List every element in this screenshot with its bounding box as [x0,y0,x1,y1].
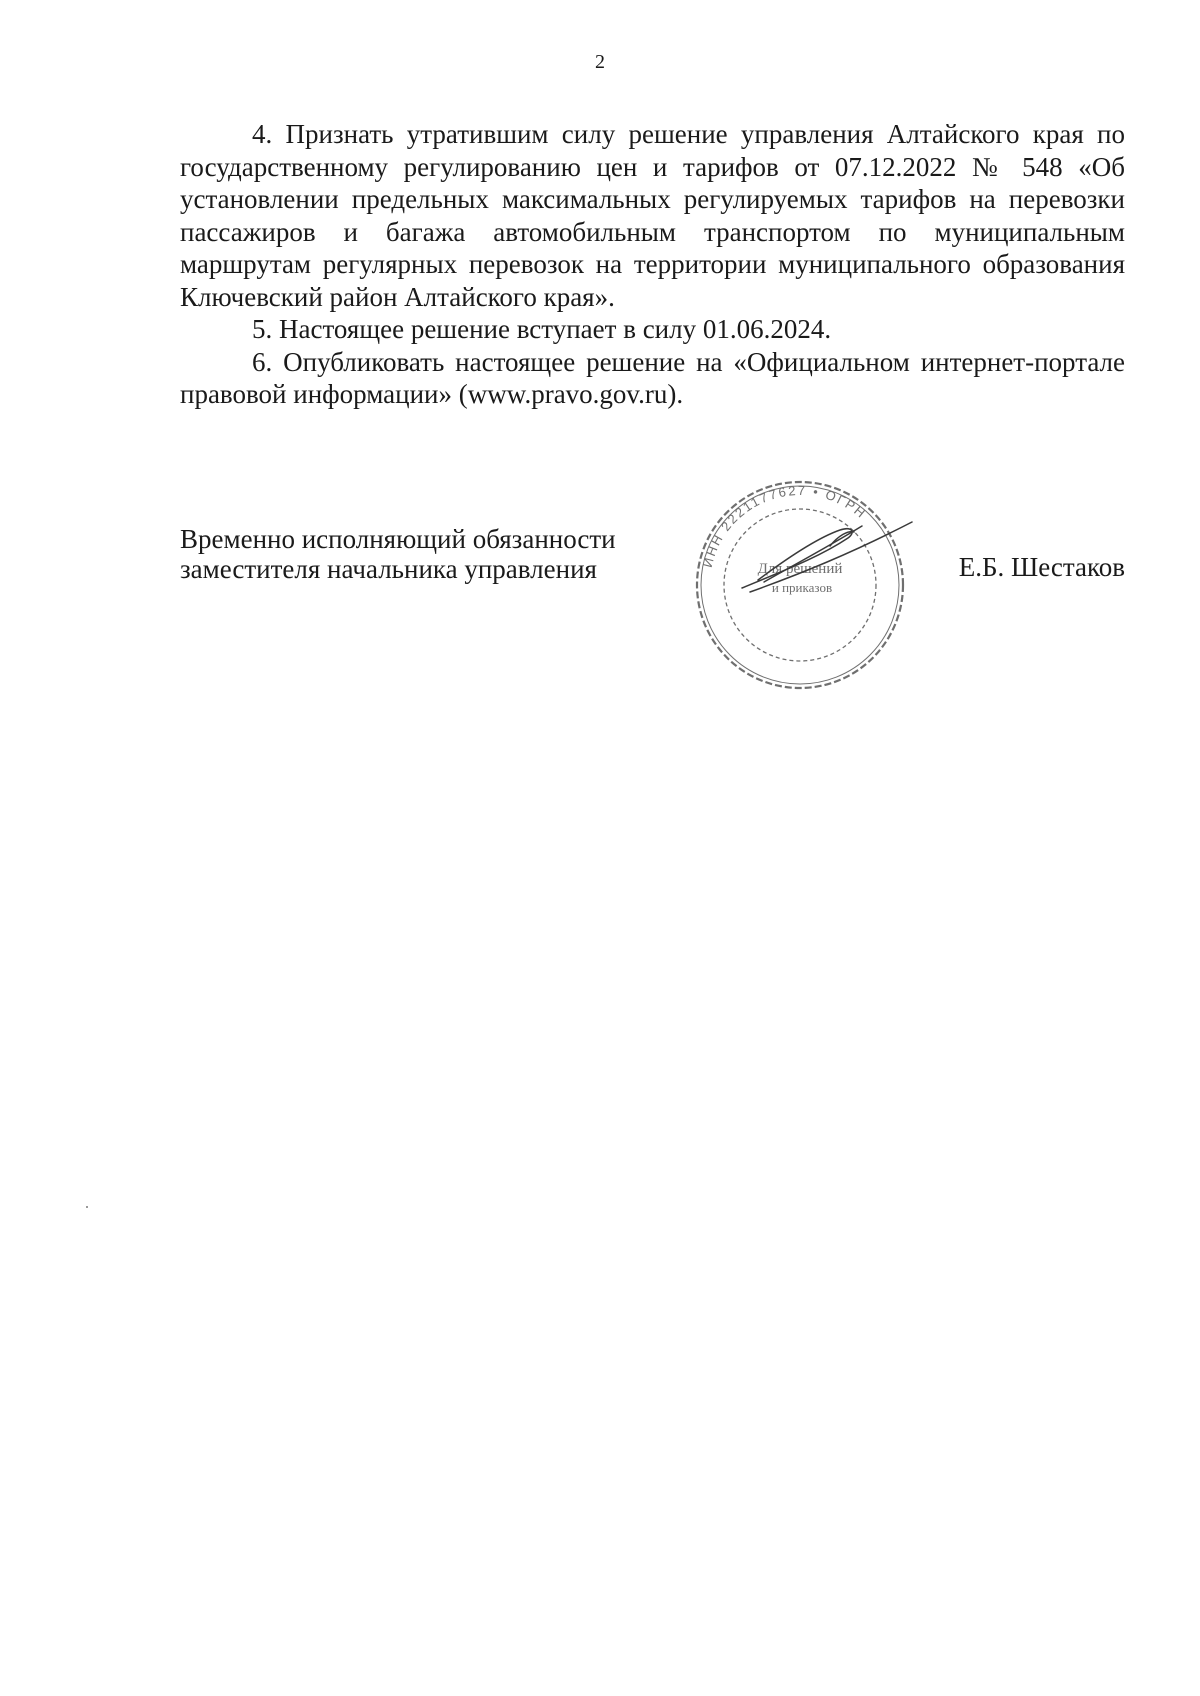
page-number: 2 [595,51,605,73]
official-seal-stamp [680,470,920,700]
scan-speck [86,1206,88,1208]
document-body [180,118,1125,411]
signatory-position-line-1: Временно исполняющий обязанности [180,524,616,554]
seal-center-line-1: Для решений [757,561,843,577]
paragraph-5: 5. Настоящее решение вступает в силу 01.06.2024. [252,314,832,344]
signatory-position-line-2: заместителя начальника управления [180,554,597,584]
seal-center-line-2: и приказов [771,580,833,595]
seal-ring-text: ИНН 2221177627 • ОГРН [699,482,870,569]
signatory-position [180,524,616,584]
paragraph-6: 6. Опубликовать настоящее решение на «Официальном интернет-портале правовой информации» (www.pravo.gov.ru). [180,346,1125,409]
signatory-name: Е.Б. Шестаков [958,552,1125,582]
paragraph-4: 4. Признать утратившим силу решение управления Алтайского края по государственному регулированию цен и тарифов от 07.12.2022 № 548 «Об установлении предельных максимальных регулируемых тарифов на перевозки пассажиров и багажа автомобильным транспортом по муниципальным маршрутам регулярных перевозок на территории муниципального образования Ключевский район Алтайского края». [180,119,1125,312]
